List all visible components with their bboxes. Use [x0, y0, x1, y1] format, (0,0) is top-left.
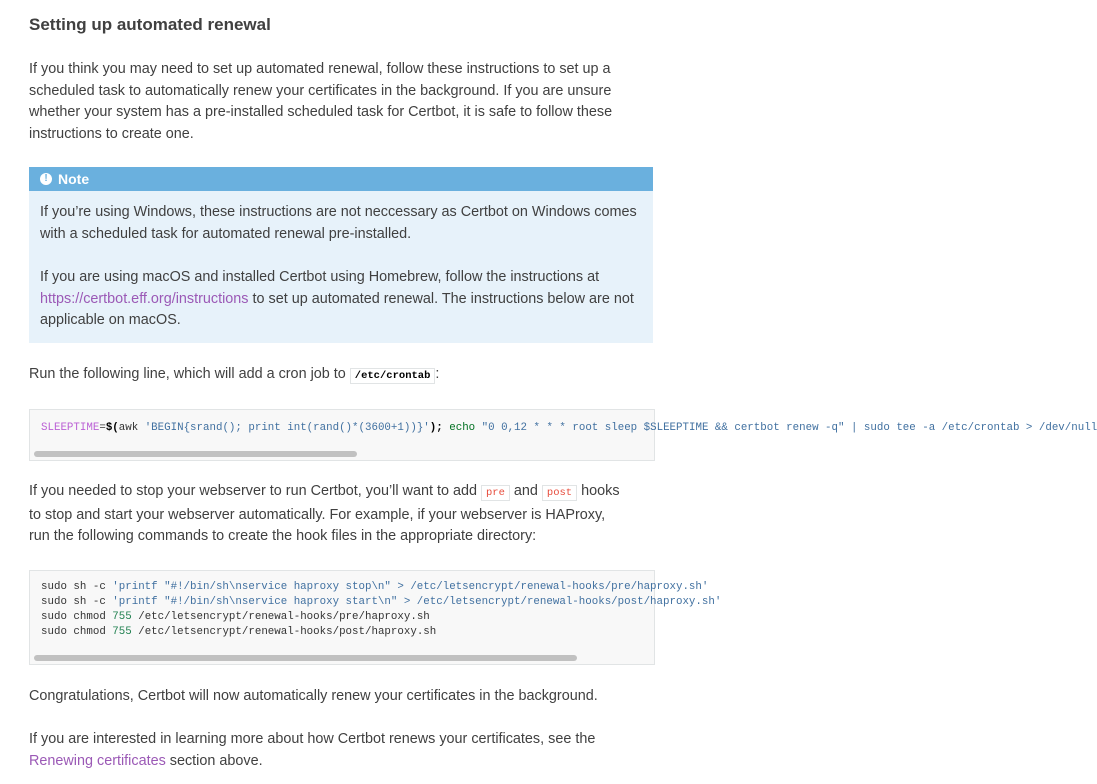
code-string: 'printf "#!/bin/sh\nservice haproxy stop\n" > /etc/letsencrypt/renewal-hooks/pre/haproxy.sh' — [112, 581, 709, 593]
code-path: /etc/letsencrypt/renewal-hooks/post/haproxy.sh — [131, 626, 437, 638]
note-macos-text-after: to set up automated renewal. The instructions below are not applicable on macOS. — [40, 290, 634, 328]
code-line — [41, 625, 643, 640]
hooks-paragraph — [29, 481, 629, 548]
code-builtin: echo — [442, 422, 482, 434]
cron-code-line — [30, 410, 1097, 436]
code-string: "0 0,12 * * * root sleep $SLEEPTIME && certbot renew -q" | sudo tee -a /etc/crontab > /dev/null — [481, 422, 1097, 434]
note-admonition — [29, 167, 653, 343]
horizontal-scrollbar[interactable] — [34, 451, 357, 457]
crontab-path-code: /etc/crontab — [350, 368, 436, 384]
hooks-text: If you needed to stop your webserver to run Certbot, you’ll want to add — [29, 483, 481, 499]
pre-hook-code: pre — [481, 485, 510, 501]
renewing-certificates-link[interactable]: Renewing certificates — [29, 752, 166, 769]
code-number: 755 — [112, 626, 132, 638]
learn-more-paragraph — [29, 729, 629, 772]
code-command: sudo chmod — [41, 626, 113, 638]
section-heading: Setting up automated renewal — [29, 15, 271, 34]
code-operator: = — [99, 422, 106, 434]
code-subshell-open: $( — [105, 422, 119, 434]
post-hook-code: post — [542, 485, 577, 501]
code-variable: SLEEPTIME — [41, 422, 100, 434]
congrats-paragraph: Congratulations, Certbot will now automatically renew your certificates in the background. — [29, 688, 598, 704]
hooks-code-block[interactable] — [29, 570, 722, 665]
certbot-instructions-link[interactable]: https://certbot.eff.org/instructions — [40, 290, 249, 307]
note-windows-paragraph: If you’re using Windows, these instructions are not neccessary as Certbot on Windows comes with a scheduled task for automated renewal pre-installed. — [40, 204, 637, 242]
code-string: 'printf "#!/bin/sh\nservice haproxy start\n" > /etc/letsencrypt/renewal-hooks/post/haproxy.sh' — [112, 596, 722, 608]
code-string: 'BEGIN{srand(); print int(rand()*(3600+1))}' — [144, 422, 430, 434]
code-line — [41, 580, 709, 595]
code-command: sudo chmod — [41, 611, 113, 623]
code-path: /etc/letsencrypt/renewal-hooks/pre/haproxy.sh — [131, 611, 430, 623]
note-macos-paragraph — [40, 267, 640, 332]
note-title: Note — [58, 171, 90, 187]
code-subshell-close: ); — [429, 422, 443, 434]
cron-code-block[interactable] — [29, 409, 1097, 461]
code-line — [41, 595, 722, 610]
hooks-code — [30, 571, 722, 640]
intro-paragraph: If you think you may need to set up automated renewal, follow these instructions to set up a scheduled task to automatically renew your certificates in the background. If you are unsure whether your system has a pre-installed scheduled task for Certbot, it is safe to follow these instructions to create one. — [29, 61, 613, 142]
learn-more-text-after: section above. — [165, 752, 263, 769]
code-line — [41, 610, 643, 625]
hooks-text-and: and — [509, 483, 542, 499]
note-macos-text: If you are using macOS and installed Certbot using Homebrew, follow the instructions at — [40, 269, 600, 285]
learn-more-text: If you are interested in learning more about how Certbot renews your certificates, see the — [29, 731, 596, 747]
hooks-text-after: hooks to stop and start your webserver automatically. For example, if your webserver is HAProxy, run the following commands to create the hook files in the appropriate directory: — [29, 483, 620, 544]
cron-paragraph — [29, 364, 629, 388]
horizontal-scrollbar[interactable] — [34, 655, 577, 661]
code-command: sudo sh -c — [41, 581, 113, 593]
code-number: 755 — [112, 611, 132, 623]
code-command: sudo sh -c — [41, 596, 113, 608]
note-title-bar — [29, 167, 653, 191]
cron-text: Run the following line, which will add a cron job to — [29, 366, 350, 382]
code-command: awk — [118, 422, 145, 434]
exclamation-circle-icon: ! — [40, 173, 52, 185]
cron-text-after: : — [435, 366, 440, 382]
